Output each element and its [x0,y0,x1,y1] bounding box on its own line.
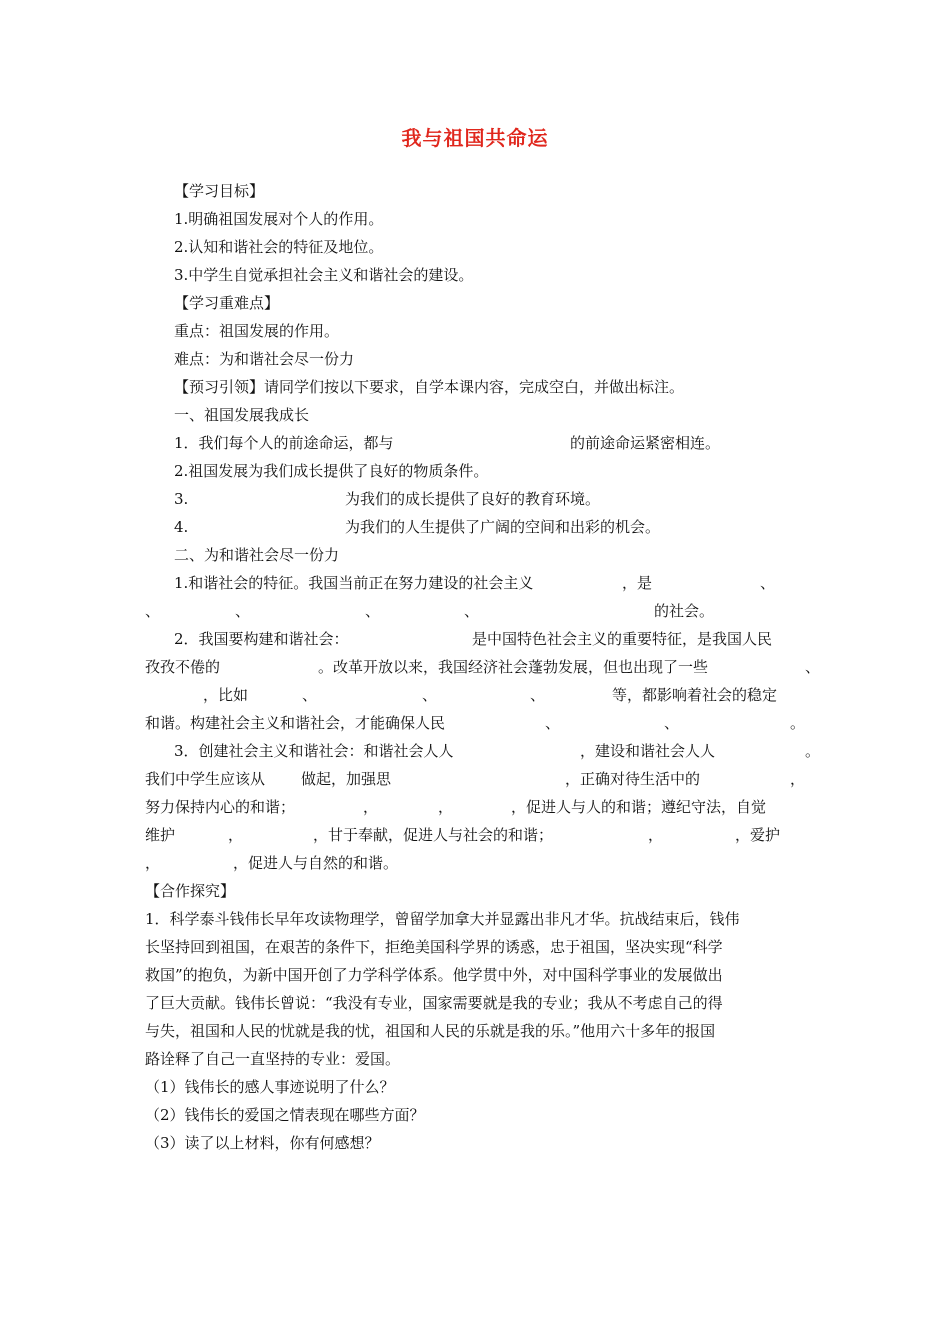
text-line: ，促进人与自然的和谐。 [233,854,399,872]
text-line: 是中国特色社会主义的重要特征，是我国人民 [472,630,773,648]
text-line: 努力保持内心的和谐； [145,798,296,816]
text-line: 1．科学泰斗钱伟长早年攻读物理学，曾留学加拿大并显露出非凡才华。抗战结束后，钱伟 [145,910,740,928]
text-line: 、 [530,686,546,704]
text-line: 的前途命运紧密相连。 [570,434,721,452]
text-line: 重点：祖国发展的作用。 [174,322,340,340]
text-line: ，正确对待生活中的 [565,770,701,788]
text-line: ， [228,826,244,844]
text-line: 、 [545,714,561,732]
document-title: 我与祖国共命运 [401,126,549,150]
text-line: 的社会。 [654,602,715,620]
text-line: 为我们的人生提供了广阔的空间和出彩的机会。 [345,518,661,536]
text-line: 、 [422,686,438,704]
text-line: （1）钱伟长的感人事迹说明了什么？ [145,1078,395,1096]
text-line: （3）读了以上材料，你有何感想？ [145,1134,380,1152]
text-line: ， [790,770,806,788]
text-line: 、 [664,714,680,732]
text-line: 为我们的成长提供了良好的教育环境。 [345,490,601,508]
text-line: 路诠释了自己一直坚持的专业：爱国。 [145,1050,401,1068]
text-line: 孜孜不倦的 [145,658,221,676]
text-line: 长坚持回到祖国，在艰苦的条件下，拒绝美国科学界的诱惑，忠于祖国，坚决实现“科学 [145,938,723,956]
text-line: 【预习引领】请同学们按以下要求，自学本课内容，完成空白，并做出标注。 [174,378,685,396]
text-line: 了巨大贡献。钱伟长曾说：“我没有专业，国家需要就是我的专业；我从不考虑自己的得 [145,994,723,1012]
text-line: 、 [464,602,480,620]
text-line: 【合作探究】 [145,882,236,900]
text-line: 。 [790,714,806,732]
text-line: 做起，加强思 [301,770,392,788]
text-line: 二、为和谐社会尽一份力 [174,546,340,564]
text-line: ， [363,798,379,816]
text-line: 与失，祖国和人民的忧就是我的忧，祖国和人民的乐就是我的乐。”他用六十多年的报国 [145,1022,716,1040]
text-line: ，甘于奉献，促进人与社会的和谐； [313,826,554,844]
text-line: 、 [235,602,251,620]
text-line: 。改革开放以来，我国经济社会蓬勃发展，但也出现了一些 [318,658,709,676]
text-line: 救国”的抱负，为新中国开创了力学科学体系。他学贯中外，对中国科学事业的发展做出 [145,966,723,984]
text-line: 2.祖国发展为我们成长提供了良好的物质条件。 [174,462,489,480]
text-line: 3．创建社会主义和谐社会：和谐社会人人 [174,742,454,760]
text-line: 1．我们每个人的前途命运，都与 [174,434,394,452]
text-line: 难点：为和谐社会尽一份力 [174,350,355,368]
text-line: 4. [174,518,189,536]
text-line: 、 [365,602,381,620]
text-line: 一、祖国发展我成长 [174,406,310,424]
text-line: 、 [145,602,161,620]
text-line: 我们中学生应该从 [145,770,266,788]
text-line: 1.明确祖国发展对个人的作用。 [174,210,384,228]
text-line: 、 [760,574,776,592]
text-line: 1.和谐社会的特征。我国当前正在努力建设的社会主义 [174,574,534,592]
text-line: （2）钱伟长的爱国之情表现在哪些方面？ [145,1106,425,1124]
text-line: ， [438,798,454,816]
text-line: 、 [302,686,318,704]
text-line: ，促进人与人的和谐；遵纪守法，自觉 [511,798,767,816]
text-line: 等，都影响着社会的稳定 [612,686,778,704]
text-line: 和谐。构建社会主义和谐社会，才能确保人民 [145,714,446,732]
text-line: 【学习重难点】 [174,294,280,312]
text-line: ，爱护 [735,826,781,844]
text-line: ，比如 [203,686,249,704]
text-line: ，建设和谐社会人人 [580,742,716,760]
text-line: 。 [805,742,821,760]
text-line: 【学习目标】 [174,182,265,200]
text-line: 2．我国要构建和谐社会： [174,630,349,648]
text-line: 维护 [145,826,176,844]
text-line: 、 [805,658,821,676]
text-line: ， [145,854,161,872]
text-line: 3. [174,490,189,508]
text-line: 2.认知和谐社会的特征及地位。 [174,238,384,256]
text-line: ， [648,826,664,844]
text-line: ，是 [622,574,653,592]
text-line: 3.中学生自觉承担社会主义和谐社会的建设。 [174,266,474,284]
